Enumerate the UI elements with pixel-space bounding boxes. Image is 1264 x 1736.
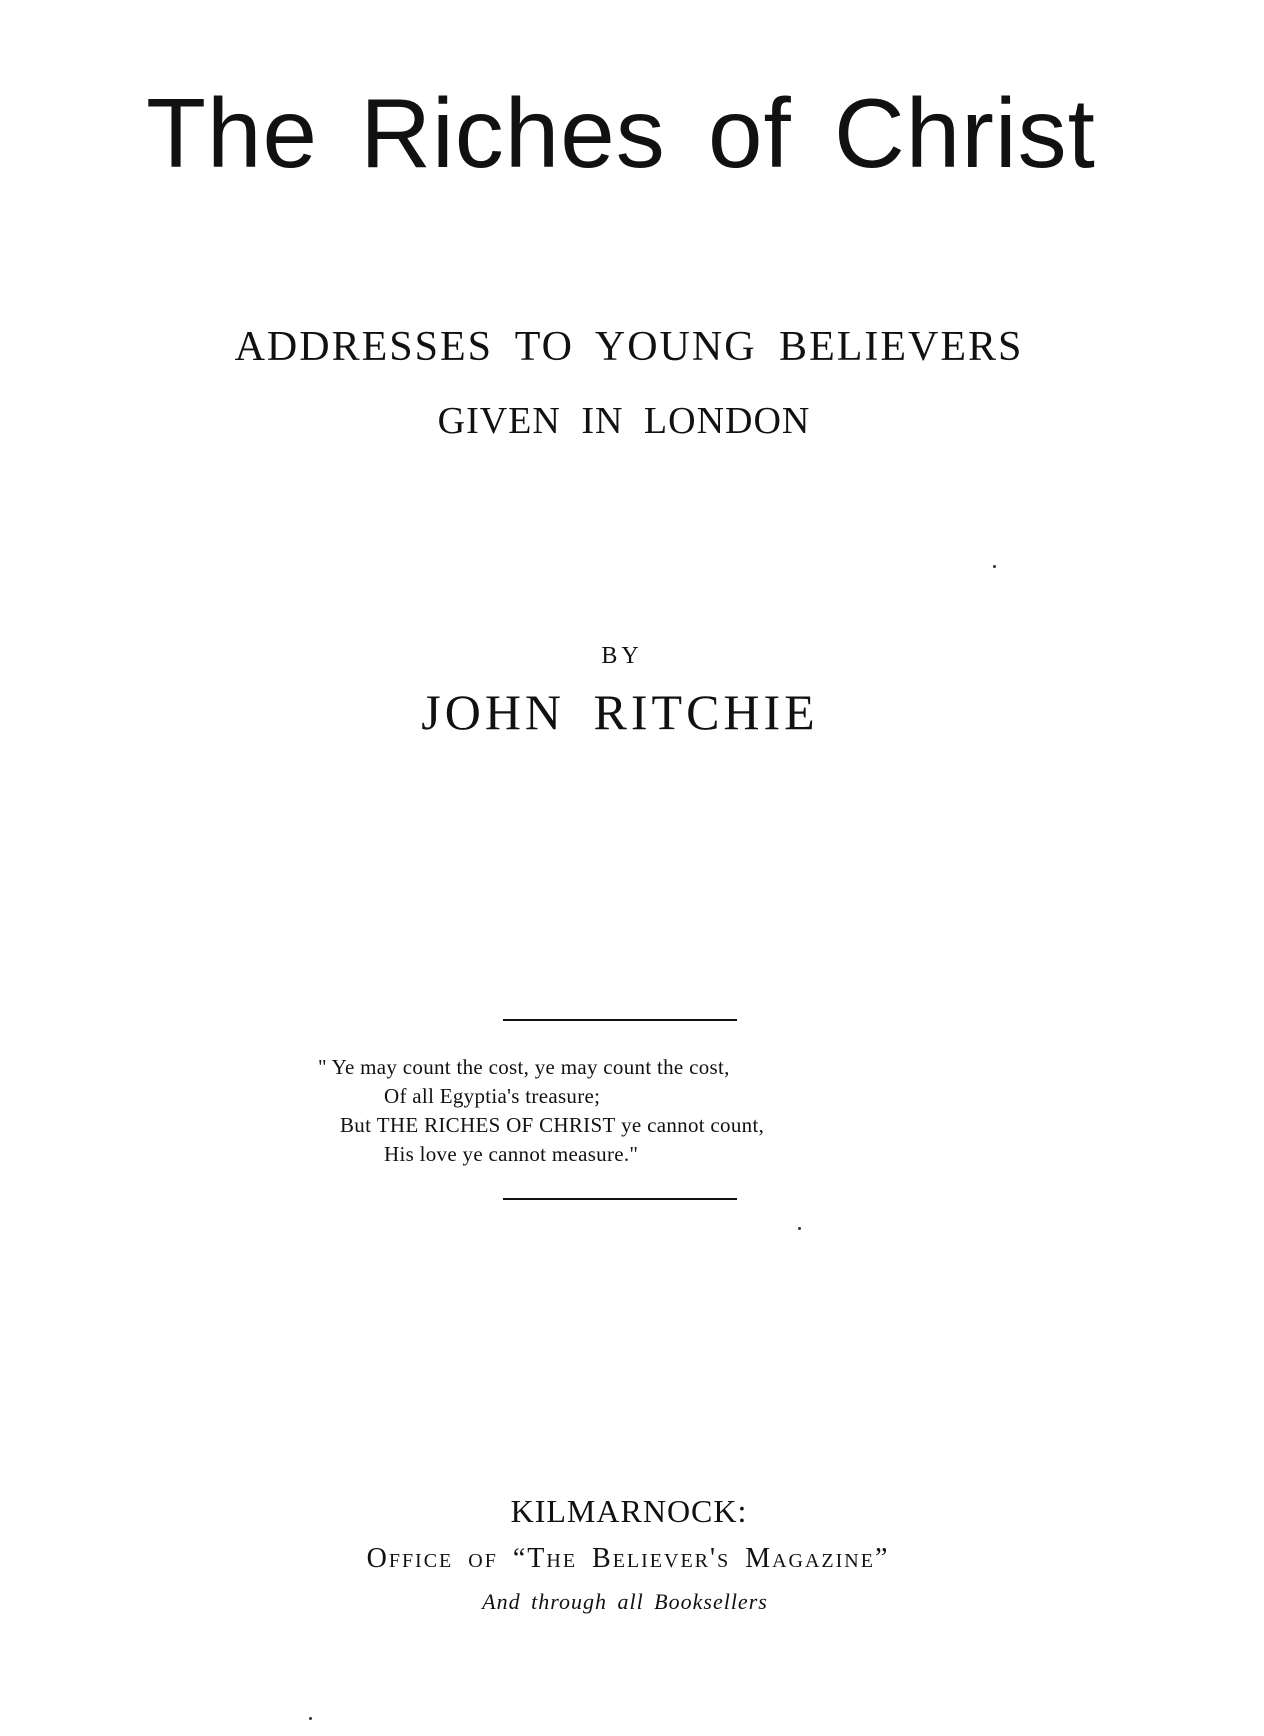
epigraph-verse — [318, 1053, 938, 1169]
verse-bottom-rule — [503, 1198, 737, 1200]
verse-line-4: His love ye cannot measure." — [384, 1142, 639, 1166]
scan-speck — [309, 1717, 312, 1720]
scan-speck — [993, 565, 996, 568]
verse-line-1: " Ye may count the cost, ye may count the cost, — [318, 1055, 730, 1079]
verse-line-2: Of all Egyptia's treasure; — [384, 1084, 601, 1108]
verse-line-3-end: ye cannot count, — [615, 1113, 765, 1137]
subtitle-line-2: GIVEN IN LONDON — [437, 400, 811, 442]
scan-speck — [798, 1227, 801, 1230]
author-name: JOHN RITCHIE — [421, 684, 819, 740]
book-title: The Riches of Christ — [146, 78, 1096, 188]
verse-line-3-start: But — [340, 1113, 377, 1137]
imprint-office: Office of “The Believer's Magazine” — [366, 1543, 890, 1574]
verse-line-3-emphasis: THE RICHES OF CHRIST — [376, 1113, 616, 1137]
verse-line-3 — [318, 1111, 938, 1140]
subtitle-line-1: ADDRESSES TO YOUNG BELIEVERS — [234, 324, 1024, 370]
by-label: BY — [601, 643, 643, 669]
imprint-place: KILMARNOCK: — [510, 1493, 748, 1529]
verse-top-rule — [503, 1019, 737, 1021]
imprint-sellers: And through all Booksellers — [482, 1589, 768, 1614]
